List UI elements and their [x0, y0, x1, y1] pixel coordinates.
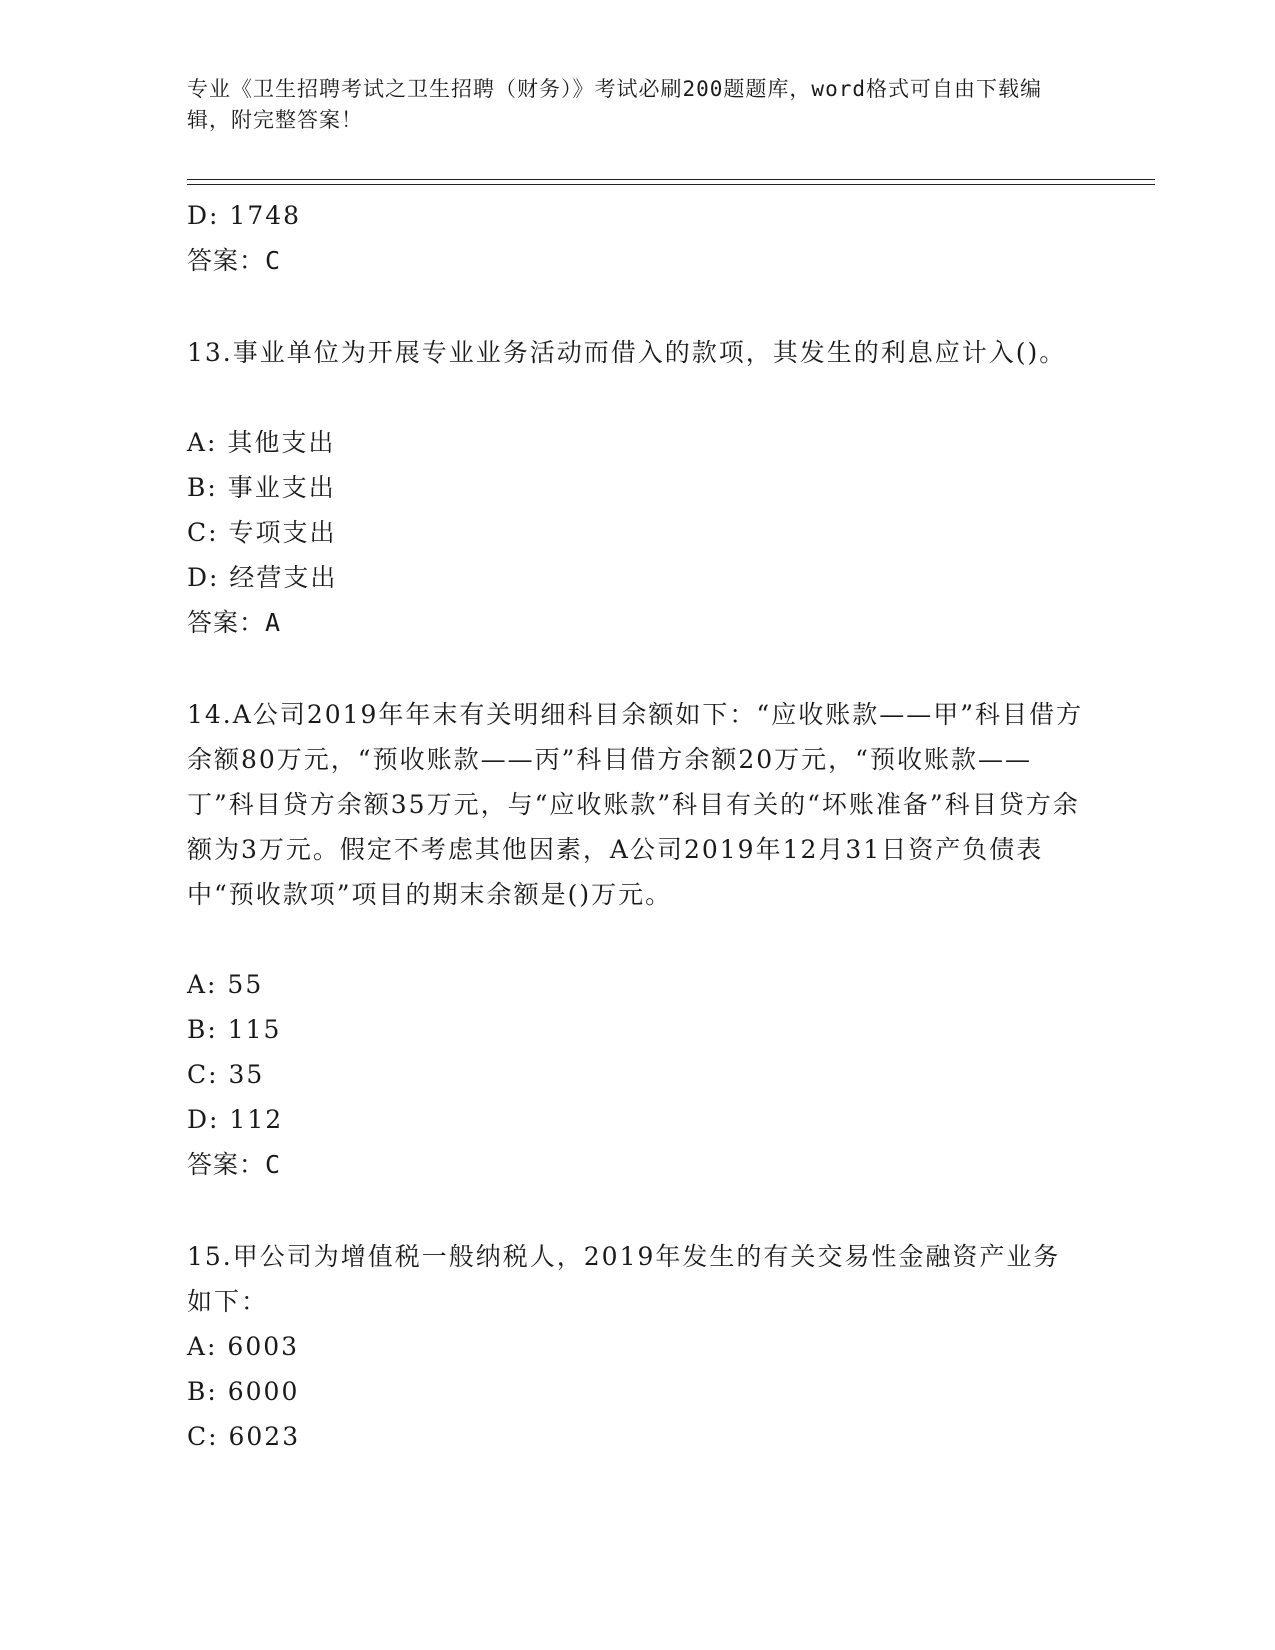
question-15 [187, 1234, 1087, 1459]
option-c: C: 35 [187, 1060, 265, 1089]
question-text: 14.A公司2019年年末有关明细科目余额如下：“应收账款——甲”科目借方余额80万元，“预收账款——丙”科目借方余额20万元，“预收账款——丁”科目贷方余额35万元，与“应收账款”科目有关的“坏账准备”科目贷方余额为3万元。假定不考虑其他因素，A公司2019年12月31日资产负债表中“预收款项”项目的期末余额是()万元。 [187, 700, 1083, 909]
document-body [187, 193, 1087, 1459]
option-a: A: 55 [187, 970, 264, 999]
header-divider-bottom [187, 184, 1155, 185]
option-a: A: 其他支出 [187, 428, 336, 457]
option-d: D: 经营支出 [187, 563, 338, 592]
option-a: A: 6003 [187, 1332, 300, 1361]
option-b: B: 115 [187, 1015, 282, 1044]
option-d: D: 1748 [187, 201, 302, 230]
answer-line: 答案：C [187, 246, 282, 275]
header-divider-top [187, 179, 1155, 180]
answer-line: 答案：A [187, 608, 282, 637]
question-text: 13.事业单位为开展专业业务活动而借入的款项，其发生的利息应计入()。 [187, 338, 1067, 367]
question-text: 15.甲公司为增值税一般纳税人，2019年发生的有关交易性金融资产业务如下： [187, 1242, 1061, 1316]
document-header: 专业《卫生招聘考试之卫生招聘（财务）》考试必刷200题题库，word格式可自由下载编辑，附完整答案！ [187, 77, 1042, 132]
option-c: C: 专项支出 [187, 518, 337, 547]
option-c: C: 6023 [187, 1422, 301, 1451]
option-d: D: 112 [187, 1105, 284, 1134]
question-14 [187, 692, 1087, 1187]
answer-line: 答案：C [187, 1150, 282, 1179]
option-b: B: 6000 [187, 1377, 300, 1406]
option-b: B: 事业支出 [187, 473, 336, 502]
question-13 [187, 330, 1087, 645]
